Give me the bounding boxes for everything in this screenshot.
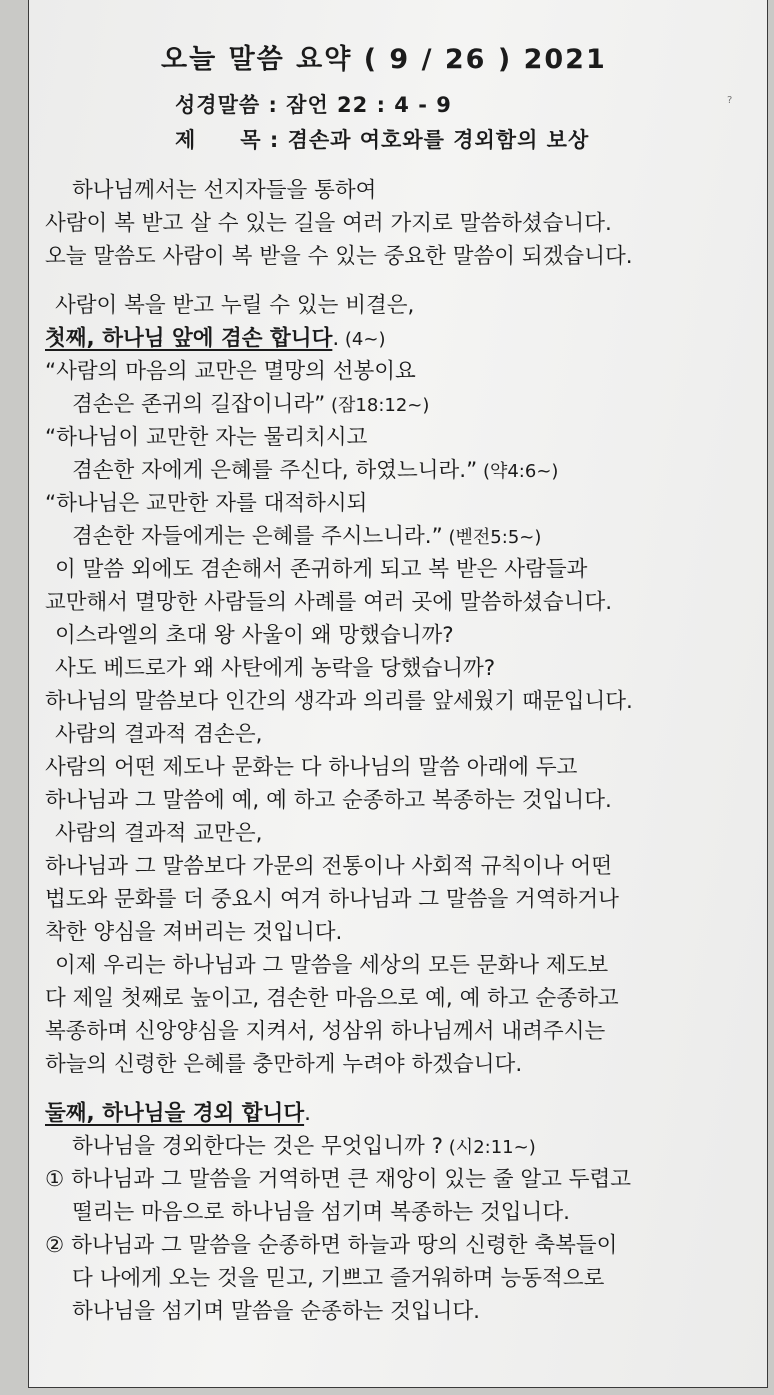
text-line — [45, 1196, 765, 1229]
sermon-subject: 제 목 : 겸손과 여호와를 경외함의 보상 — [175, 128, 590, 152]
text-line — [45, 949, 765, 982]
line-text: . — [304, 1101, 311, 1126]
line-text: 겸손한 자들에게는 은혜를 주시느니라.” — [72, 524, 443, 549]
text-line — [45, 421, 765, 454]
text-line — [45, 1130, 765, 1163]
text-line — [45, 553, 765, 586]
line-text: 하나님께서는 선지자들을 통하여 — [72, 178, 377, 203]
line-text: 하나님의 말씀보다 인간의 생각과 의리를 앞세웠기 때문입니다. — [45, 689, 633, 714]
line-text: 사람이 복 받고 살 수 있는 길을 여러 가지로 말씀하셨습니다. — [45, 211, 612, 236]
text-line — [45, 1163, 765, 1196]
line-text: 다 제일 첫째로 높이고, 겸손한 마음으로 예, 예 하고 순종하고 — [45, 986, 619, 1011]
line-text: 사도 베드로가 왜 사탄에게 농락을 당했습니까? — [55, 656, 496, 681]
line-text: 하늘의 신령한 은혜를 충만하게 누려야 하겠습니다. — [45, 1052, 523, 1077]
line-text: 이제 우리는 하나님과 그 말씀을 세상의 모든 문화나 제도보 — [55, 953, 609, 978]
line-text: “하나님은 교만한 자를 대적하시되 — [45, 491, 368, 516]
line-text: 하나님을 섬기며 말씀을 순종하는 것입니다. — [72, 1299, 481, 1324]
line-text: 사람의 결과적 겸손은, — [55, 722, 263, 747]
line-text: ② 하나님과 그 말씀을 순종하면 하늘과 땅의 신령한 축복들이 — [45, 1233, 618, 1258]
line-text: 하나님을 경외한다는 것은 무엇입니까 ? — [72, 1134, 444, 1159]
verse-reference: (벧전5:5~) — [442, 527, 542, 548]
text-line — [45, 388, 765, 421]
line-text: 하나님과 그 말씀에 예, 예 하고 순종하고 복종하는 것입니다. — [45, 788, 612, 813]
text-line — [45, 520, 765, 553]
text-line — [45, 1262, 765, 1295]
line-text: 이스라엘의 초대 왕 사울이 왜 망했습니까? — [55, 623, 454, 648]
text-line — [45, 207, 765, 240]
text-line — [45, 817, 765, 850]
section-heading: 첫째, 하나님 앞에 겸손 합니다 — [45, 326, 333, 351]
text-line — [45, 718, 765, 751]
line-text: 떨리는 마음으로 하나님을 섬기며 복종하는 것입니다. — [72, 1200, 570, 1225]
text-line — [45, 240, 765, 273]
text-line — [45, 1295, 765, 1328]
text-line — [45, 174, 765, 207]
text-line — [45, 1015, 765, 1048]
verse-reference: (시2:11~) — [443, 1137, 536, 1158]
line-text: “하나님이 교만한 자는 물리치시고 — [45, 425, 368, 450]
line-text: 복종하며 신앙양심을 지켜서, 성삼위 하나님께서 내려주시는 — [45, 1019, 606, 1044]
text-line — [45, 685, 765, 718]
line-text: 법도와 문화를 더 중요시 여겨 하나님과 그 말씀을 거역하거나 — [45, 887, 619, 912]
page-title: 오늘 말씀 요약 ( 9 / 26 ) 2021 — [161, 44, 607, 75]
line-text: 다 나에게 오는 것을 믿고, 기쁘고 즐거워하며 능동적으로 — [72, 1266, 605, 1291]
text-line — [45, 850, 765, 883]
text-line — [45, 454, 765, 487]
text-line — [45, 916, 765, 949]
text-line — [45, 982, 765, 1015]
line-text: “사람의 마음의 교만은 멸망의 선봉이요 — [45, 359, 416, 384]
text-line — [45, 1048, 765, 1081]
line-text: 사람이 복을 받고 누릴 수 있는 비결은, — [55, 293, 415, 318]
line-text: 겸손한 자에게 은혜를 주신다, 하였느니라.” — [72, 458, 478, 483]
verse-reference: (4~) — [339, 329, 386, 350]
line-text: 이 말씀 외에도 겸손해서 존귀하게 되고 복 받은 사람들과 — [55, 557, 588, 582]
line-text: 사람의 결과적 교만은, — [55, 821, 263, 846]
text-line — [45, 619, 765, 652]
section-heading-line — [45, 322, 765, 355]
margin-mark: ? — [727, 95, 733, 106]
text-line — [45, 487, 765, 520]
text-line — [45, 652, 765, 685]
line-text: . — [332, 326, 340, 351]
scripture-reference: 성경말씀 : 잠언 22 : 4 - 9 — [175, 93, 452, 117]
text-line — [45, 586, 765, 619]
section-heading-line — [45, 1097, 765, 1130]
line-text: 착한 양심을 져버리는 것입니다. — [45, 920, 343, 945]
text-line — [45, 289, 765, 322]
line-text: 오늘 말씀도 사람이 복 받을 수 있는 중요한 말씀이 되겠습니다. — [45, 244, 633, 269]
line-text: 하나님과 그 말씀보다 가문의 전통이나 사회적 규칙이나 어떤 — [45, 854, 613, 879]
text-line — [45, 355, 765, 388]
text-line — [45, 883, 765, 916]
sermon-body — [45, 174, 765, 1328]
verse-reference: (약4:6~) — [477, 461, 559, 482]
text-line — [45, 751, 765, 784]
verse-reference: (잠18:12~) — [325, 395, 430, 416]
line-text: 사람의 어떤 제도나 문화는 다 하나님의 말씀 아래에 두고 — [45, 755, 578, 780]
line-text: 교만해서 멸망한 사람들의 사례를 여러 곳에 말씀하셨습니다. — [45, 590, 613, 615]
line-text: 겸손은 존귀의 길잡이니라” — [72, 392, 326, 417]
line-text: ① 하나님과 그 말씀을 거역하면 큰 재앙이 있는 줄 알고 두렵고 — [45, 1167, 632, 1192]
section-heading: 둘째, 하나님을 경외 합니다 — [45, 1101, 305, 1126]
text-line — [45, 1229, 765, 1262]
text-line — [45, 784, 765, 817]
